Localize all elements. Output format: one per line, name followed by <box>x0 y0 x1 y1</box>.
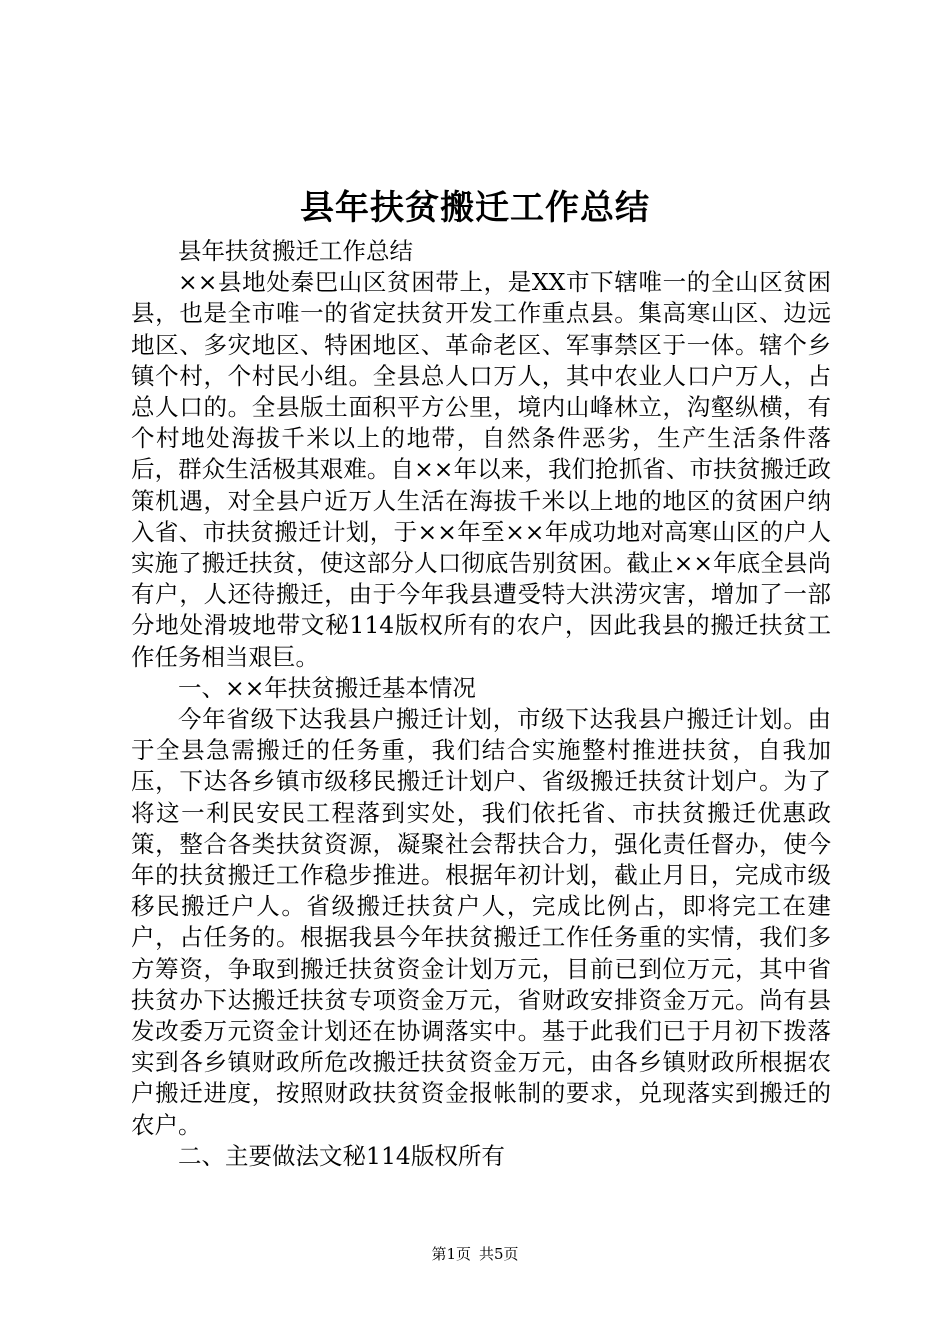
intro-paragraph: ××县地处秦巴山区贫困带上，是XX市下辖唯一的全山区贫困县，也是全市唯一的省定扶贫开发工作重点县。集高寒山区、边远地区、多灾地区、特困地区、革命老区、军事禁区于一体。辖个乡镇个村，个村民小组。全县总人口万人，其中农业人口户万人，占总人口的。全县版土面积平方公里，境内山峰林立，沟壑纵横，有个村地处海拔千米以上的地带，自然条件恶劣，生产生活条件落后，群众生活极其艰难。自××年以来，我们抢抓省、市扶贫搬迁政策机遇，对全县户近万人生活在海拔千米以上地的地区的贫困户纳入省、市扶贫搬迁计划，于××年至××年成功地对高寒山区的户人实施了搬迁扶贫，使这部分人口彻底告别贫困。截止××年底全县尚有户，人还待搬迁，由于今年我县遭受特大洪涝灾害，增加了一部分地处滑坡地带文秘114版权所有的农户，因此我县的搬迁扶贫工作任务相当艰巨。 <box>131 268 831 671</box>
subtitle-paragraph: 县年扶贫搬迁工作总结 <box>178 237 413 265</box>
section-1-paragraph: 今年省级下达我县户搬迁计划，市级下达我县户搬迁计划。由于全县急需搬迁的任务重，我们结合实施整村推进扶贫，自我加压，下达各乡镇市级移民搬迁计划户、省级搬迁扶贫计划户。为了将这一利民安民工程落到实处，我们依托省、市扶贫搬迁优惠政策，整合各类扶贫资源，凝聚社会帮扶合力，强化责任督办，使今年的扶贫搬迁工作稳步推进。根据年初计划，截止月日，完成市级移民搬迁户人。省级搬迁扶贫户人，完成比例占，即将完工在建户，占任务的。根据我县今年扶贫搬迁工作任务重的实情，我们多方筹资，争取到搬迁扶贫资金计划万元，目前已到位万元，其中省扶贫办下达搬迁扶贫专项资金万元，省财政安排资金万元。尚有县发改委万元资金计划还在协调落实中。基于此我们已于月初下拨落实到各乡镇财政所危改搬迁扶贫资金万元，由各乡镇财政所根据农户搬迁进度，按照财政扶贫资金报帐制的要求，兑现落实到搬迁的农户。 <box>131 705 831 1139</box>
page-total: 共5页 <box>479 1245 519 1263</box>
document-body <box>131 236 831 1172</box>
section-heading-2: 二、主要做法文秘114版权所有 <box>178 1141 505 1170</box>
page-number: 第1页 <box>431 1245 471 1263</box>
page-footer <box>0 1243 950 1265</box>
document-title: 县年扶贫搬迁工作总结 <box>300 188 650 228</box>
section-heading-1: 一、××年扶贫搬迁基本情况 <box>178 673 476 702</box>
